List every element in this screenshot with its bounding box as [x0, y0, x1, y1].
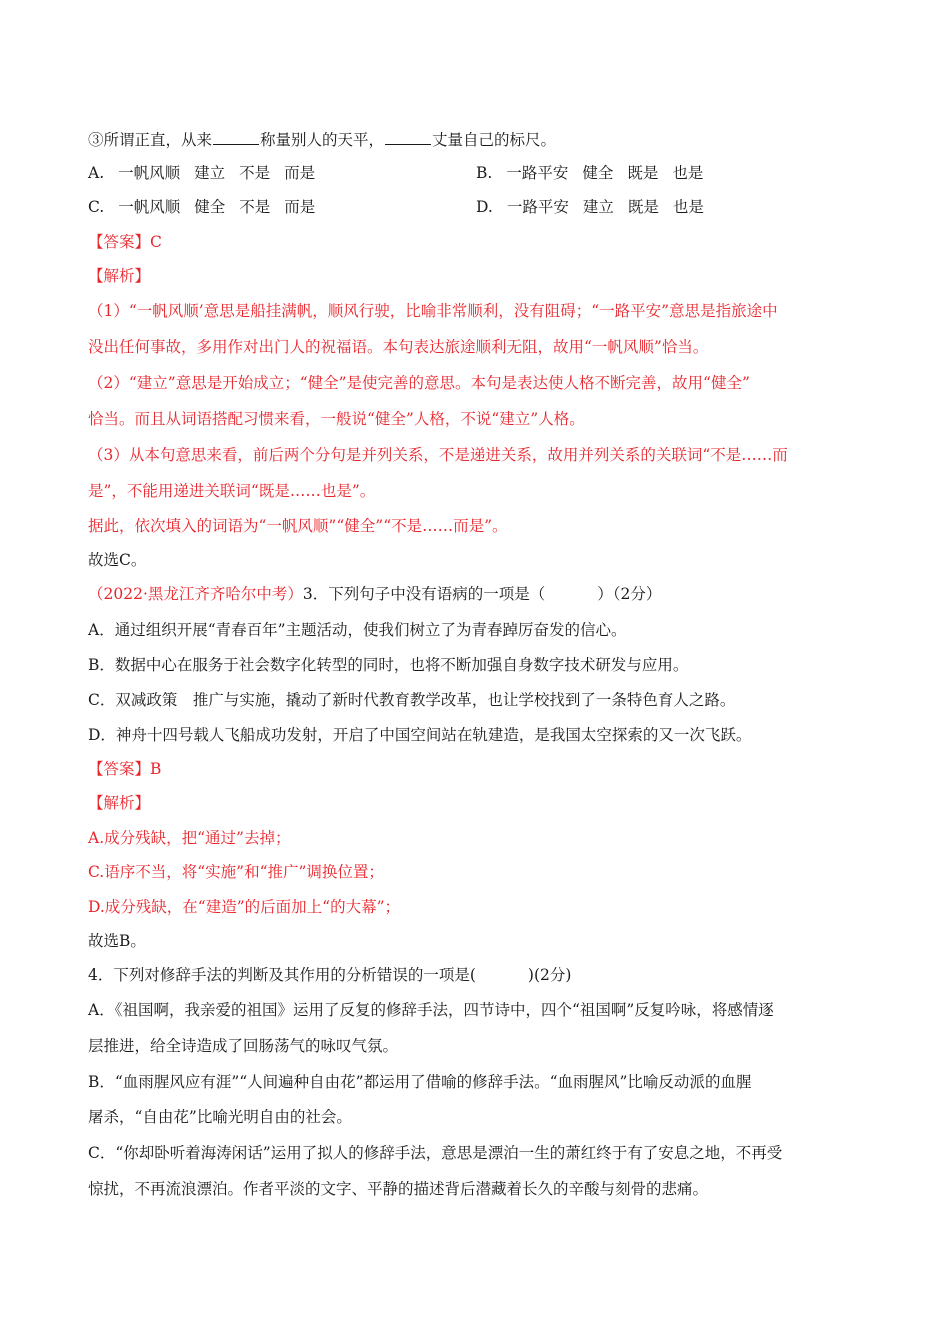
- q4-line: 层推进，给全诗造成了回肠荡气的咏叹气氛。: [88, 1037, 399, 1055]
- q3-answer: 【答案】B: [88, 760, 162, 778]
- q2-analysis-line: 是”，不能用递进关联词“既是……也是”。: [88, 482, 376, 500]
- q3-option-b: B．数据中心在服务于社会数字化转型的同时，也将不断加强自身数字技术研发与应用。: [88, 656, 689, 674]
- q3-conclusion: 故选B。: [88, 932, 146, 950]
- q4-line: C．“你却卧听着海涛闲话”运用了拟人的修辞手法，意思是漂泊一生的萧红终于有了安息之地，不再受: [88, 1144, 783, 1162]
- q3-stem: （2022·黑龙江齐齐哈尔中考）3．下列句子中没有语病的一项是（ ）（2分）: [88, 585, 662, 603]
- q2-analysis-line: 据此，依次填入的词语为“一帆风顺”“健全”“不是……而是”。: [88, 517, 508, 535]
- q3-analysis-line: A.成分残缺，把“通过”去掉；: [88, 829, 291, 847]
- q2-analysis-line: 恰当。而且从词语搭配习惯来看，一般说“健全”人格，不说“建立”人格。: [88, 410, 585, 428]
- q3-analysis-tag: 【解析】: [88, 794, 151, 812]
- q2-option-d: D. 一路平安 建立 既是 也是: [476, 198, 704, 216]
- q3-option-c: C．双减政策 推广与实施，撬动了新时代教育教学改革，也让学校找到了一条特色育人之路。: [88, 691, 736, 709]
- q2-analysis-line: （1）“一帆风顺’意思是船挂满帆，顺风行驶，比喻非常顺利，没有阻碍；“一路平安”意思是指旅途中: [88, 302, 778, 320]
- q3-analysis-line: D.成分残缺，在“建造”的后面加上“的大幕”；: [88, 898, 400, 916]
- q2-analysis-line: 没出任何事故，多用作对出门人的祝福语。本句表达旅途顺利无阻，故用“一帆风顺”恰当。: [88, 338, 709, 356]
- q2-analysis-line: （3）从本句意思来看，前后两个分句是并列关系，不是递进关系，故用并列关系的关联词“不是……而: [88, 446, 788, 464]
- q2-answer: 【答案】C: [88, 233, 162, 251]
- q3-option-a: A．通过组织开展“青春百年”主题活动，使我们树立了为青春踔厉奋发的信心。: [88, 621, 627, 639]
- q2-line3: ③所谓正直，从来 称量别人的天平， 丈量自己的标尺。: [88, 128, 556, 150]
- q4-stem: 4．下列对修辞手法的判断及其作用的分析错误的一项是( )(2分): [88, 966, 572, 984]
- q2-option-a: A. 一帆风顺 建立 不是 而是: [88, 164, 316, 182]
- q4-line: A．《祖国啊，我亲爱的祖国》运用了反复的修辞手法，四节诗中，四个“祖国啊”反复吟咏，将感情逐: [88, 1001, 774, 1019]
- q2-analysis-tag: 【解析】: [88, 267, 151, 285]
- fill-blank: [213, 128, 259, 145]
- q3-analysis-line: C.语序不当，将“实施”和“推广”调换位置；: [88, 863, 384, 881]
- q4-line: 屠杀，“自由花”比喻光明自由的社会。: [88, 1108, 352, 1126]
- q2-option-b: B. 一路平安 健全 既是 也是: [476, 164, 704, 182]
- q3-option-d: D．神舟十四号载人飞船成功发射，开启了中国空间站在轨建造，是我国太空探索的又一次飞跃。: [88, 726, 752, 744]
- q2-option-c: C. 一帆风顺 健全 不是 而是: [88, 198, 316, 216]
- q4-line: 惊扰，不再流浪漂泊。作者平淡的文字、平静的描述背后潜藏着长久的辛酸与刻骨的悲痛。: [88, 1180, 709, 1198]
- q2-conclusion: 故选C。: [88, 551, 147, 569]
- fill-blank: [385, 128, 431, 145]
- q4-line: B．“血雨腥风应有涯”“人间遍种自由花”都运用了借喻的修辞手法。“血雨腥风”比喻反动派的血腥: [88, 1073, 752, 1091]
- q2-analysis-line: （2）“建立”意思是开始成立；“健全”是使完善的意思。本句是表达使人格不断完善，故用“健全”: [88, 374, 750, 392]
